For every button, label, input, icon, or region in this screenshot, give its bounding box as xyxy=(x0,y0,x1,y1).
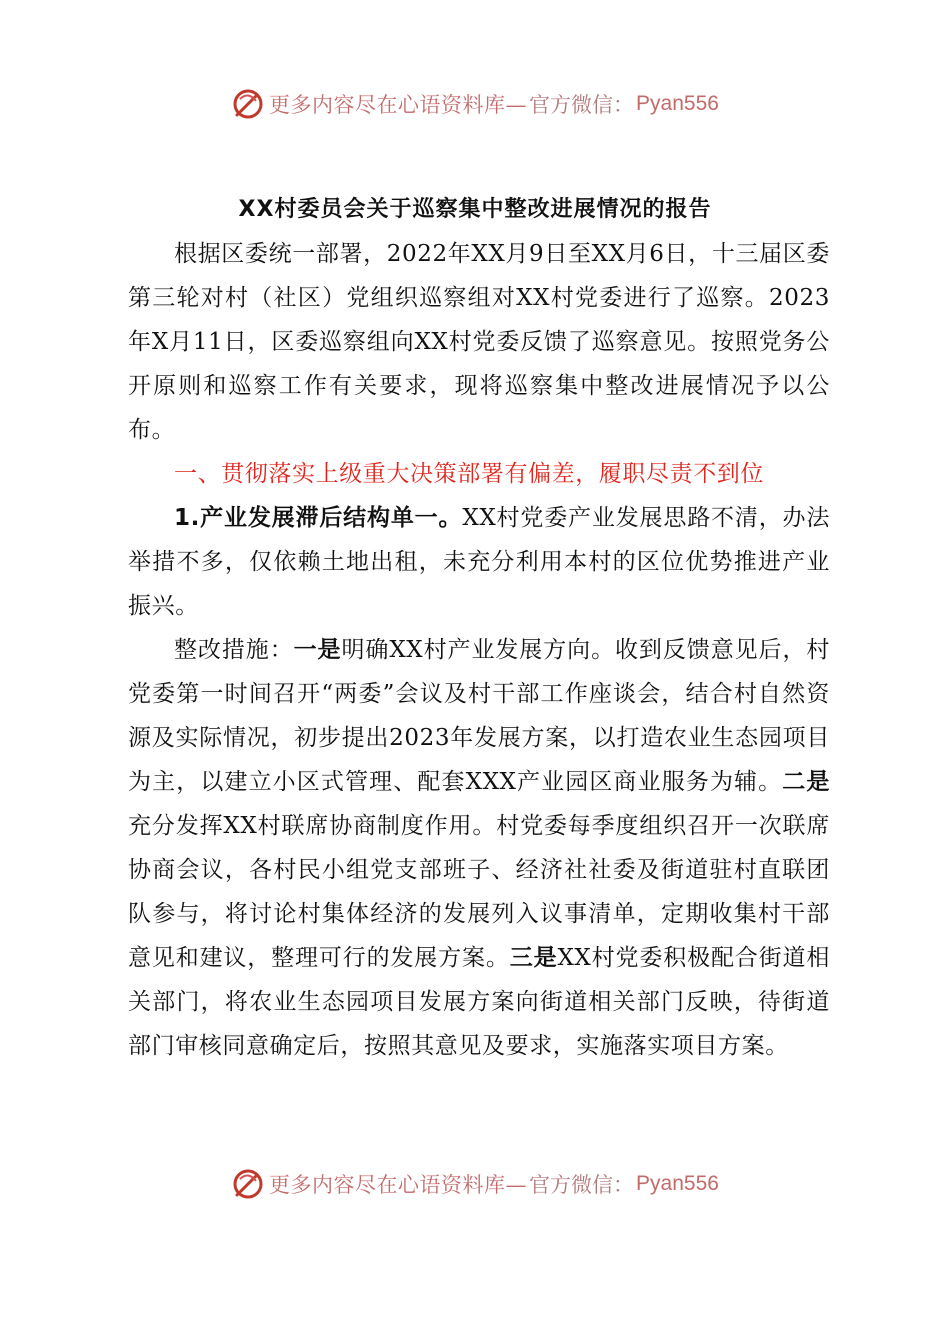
banner-wechat-label: 官方微信： xyxy=(529,1173,635,1197)
item-lead: 1.产业发展滞后结构单一。 xyxy=(174,505,463,531)
document-body xyxy=(128,232,830,1068)
measures-paragraph xyxy=(128,628,830,1068)
measure-1-label: 一是 xyxy=(293,637,342,663)
item-text: XX村党委产业发展思路不清，办法举措不多，仅依赖土地出租，未充分利用本村的区位优势推进产业振兴。 xyxy=(128,505,830,619)
banner-wechat-id: Pyan556 xyxy=(636,1172,719,1195)
brush-logo-icon xyxy=(231,1167,265,1201)
brush-logo-icon xyxy=(231,87,265,121)
banner-wechat-label: 官方微信： xyxy=(529,93,635,117)
banner-text: 更多内容尽在心语资料库— xyxy=(269,1173,528,1197)
measures-prefix: 整改措施： xyxy=(174,637,294,663)
banner-text: 更多内容尽在心语资料库— xyxy=(269,93,528,117)
section-heading: 一、贯彻落实上级重大决策部署有偏差，履职尽责不到位 xyxy=(174,461,764,487)
document-title: XX村委员会关于巡察集中整改进展情况的报告 xyxy=(238,197,712,222)
header-banner xyxy=(0,84,950,124)
measure-3-text: XX村党委积极配合街道相关部门，将农业生态园项目发展方案向街道相关部门反映，待街道部门审核同意确定后，按照其意见及要求，实施落实项目方案。 xyxy=(128,945,830,1059)
measure-2-text: 充分发挥XX村联席协商制度作用。村党委每季度组织召开一次联席协商会议，各村民小组党支部班子、经济社社委及街道驻村直联团队参与，将讨论村集体经济的发展列入议事清单，定期收集村干部意见和建议，整理可行的发展方案。 xyxy=(128,813,830,971)
measure-3-label: 三是 xyxy=(509,945,558,971)
intro-paragraph: 根据区委统一部署，2022年XX月9日至XX月6日，十三届区委第三轮对村（社区）党组织巡察组对XX村党委进行了巡察。2023年X月11日，区委巡察组向XX村党委反馈了巡察意见。按照党务公开原则和巡察工作有关要求，现将巡察集中整改进展情况予以公布。 xyxy=(128,241,830,443)
footer-banner xyxy=(0,1164,950,1204)
measure-1-text: 明确XX村产业发展方向。收到反馈意见后，村党委第一时间召开“两委”会议及村干部工作座谈会，结合村自然资源及实际情况，初步提出2023年发展方案，以打造农业生态园项目为主，以建立小区式管理、配套XXX产业园区商业服务为辅。 xyxy=(128,637,830,795)
banner-wechat-id: Pyan556 xyxy=(636,92,719,115)
item-paragraph xyxy=(128,496,830,628)
measure-2-label: 二是 xyxy=(782,769,831,795)
